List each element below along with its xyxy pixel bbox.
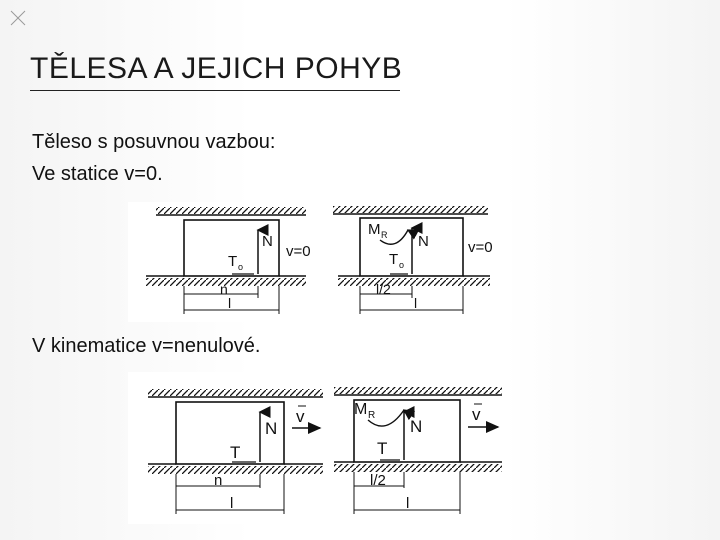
moment-label: M [354, 401, 368, 418]
half-length-label: l/2 [370, 472, 386, 489]
friction-label: T [389, 251, 399, 268]
length-l-label: l [230, 495, 234, 512]
normal-force-label: N [262, 233, 273, 250]
velocity-label: v=0 [468, 239, 493, 256]
velocity-label: v [296, 407, 305, 426]
length-l-label: l [414, 295, 418, 311]
kinematics-diagram [128, 372, 506, 524]
body-text-line-2: Ve statice v=0. [32, 163, 163, 185]
statics-diagram [128, 202, 512, 322]
body-text-line-1: Těleso s posuvnou vazbou: [32, 131, 276, 153]
statics-right-panel [333, 206, 493, 314]
velocity-label: v [472, 405, 481, 424]
normal-force-label: N [265, 419, 278, 438]
normal-force-label: N [418, 233, 429, 250]
kinematics-left-panel [148, 389, 323, 514]
slide-title: TĚLESA A JEJICH POHYB [30, 52, 403, 85]
length-l-label: l [406, 495, 410, 512]
offset-n-label: n [220, 281, 228, 297]
half-length-label: l/2 [376, 281, 391, 297]
length-l-label: l [228, 295, 232, 311]
friction-subscript: o [238, 262, 244, 272]
friction-label: T [228, 253, 238, 270]
corner-x-mark [8, 8, 28, 28]
offset-n-label: n [214, 472, 223, 489]
moment-subscript: R [381, 230, 388, 240]
kinematics-right-panel [334, 387, 502, 514]
velocity-label: v=0 [286, 243, 311, 260]
friction-label: T [377, 439, 388, 458]
normal-force-label: N [410, 417, 423, 436]
title-underline [30, 90, 400, 91]
friction-label: T [230, 443, 241, 462]
moment-subscript: R [368, 410, 376, 421]
body-text-line-3: V kinematice v=nenulové. [32, 335, 261, 357]
friction-subscript: o [399, 260, 405, 270]
statics-left-panel [146, 207, 311, 314]
moment-label: M [368, 221, 381, 238]
